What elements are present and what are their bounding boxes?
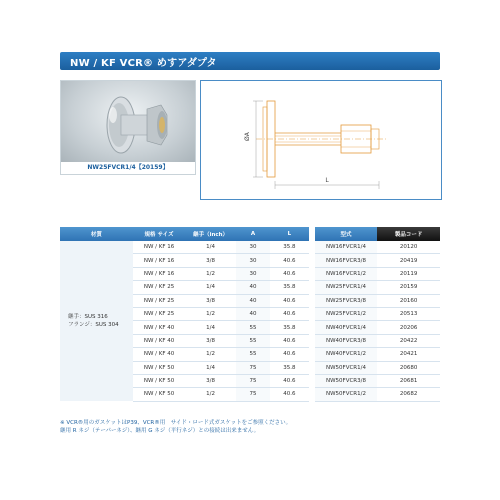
l-cell: 35.8 xyxy=(270,361,308,374)
model-cell: NW16FVCR1/4 xyxy=(315,241,378,254)
code-cell: 20681 xyxy=(377,374,440,387)
code-cell: 20419 xyxy=(377,254,440,267)
l-cell: 40.6 xyxy=(270,254,308,267)
l-cell: 35.8 xyxy=(270,281,308,294)
code-cell: 20421 xyxy=(377,348,440,361)
a-cell: 30 xyxy=(236,267,270,280)
size-cell: NW / KF 25 xyxy=(133,281,186,294)
size-cell: NW / KF 50 xyxy=(133,374,186,387)
header-material: 材質 xyxy=(60,227,133,241)
l-cell: 35.8 xyxy=(270,241,308,254)
material-line: 継手：SUS 316 xyxy=(68,314,108,321)
thread-cell: 1/2 xyxy=(185,348,236,361)
l-cell: 40.6 xyxy=(270,388,308,401)
l-cell: 40.6 xyxy=(270,348,308,361)
size-cell: NW / KF 16 xyxy=(133,267,186,280)
l-cell: 35.8 xyxy=(270,321,308,334)
spec-table xyxy=(60,227,440,402)
a-cell: 55 xyxy=(236,348,270,361)
model-cell: NW25FVCR1/4 xyxy=(315,281,378,294)
model-cell: NW50FVCR1/4 xyxy=(315,361,378,374)
code-cell: 20119 xyxy=(377,267,440,280)
code-cell: 20159 xyxy=(377,281,440,294)
a-cell: 40 xyxy=(236,307,270,320)
thread-cell: 1/4 xyxy=(185,361,236,374)
code-cell: 20422 xyxy=(377,334,440,347)
a-cell: 30 xyxy=(236,254,270,267)
model-cell: NW25FVCR1/2 xyxy=(315,307,378,320)
size-cell: NW / KF 16 xyxy=(133,241,186,254)
footnote-line: 継用 R ネジ（テーパーネジ）、継用 G ネジ（平行ネジ）との接続は出来ません。 xyxy=(60,428,260,434)
size-cell: NW / KF 50 xyxy=(133,361,186,374)
thread-cell: 1/4 xyxy=(185,321,236,334)
dimension-a-label: ØA xyxy=(244,132,251,141)
photo-caption: NW25FVCR1/4【20159】 xyxy=(60,162,196,175)
thread-cell: 1/4 xyxy=(185,241,236,254)
l-cell: 40.6 xyxy=(270,307,308,320)
material-cell xyxy=(60,241,133,401)
footnotes xyxy=(60,419,440,435)
thread-cell: 1/2 xyxy=(185,307,236,320)
code-cell: 20120 xyxy=(377,241,440,254)
title-bar xyxy=(60,52,440,70)
size-cell: NW / KF 16 xyxy=(133,254,186,267)
thread-cell: 1/4 xyxy=(185,281,236,294)
size-cell: NW / KF 40 xyxy=(133,321,186,334)
technical-drawing xyxy=(200,80,442,200)
header-model: 型式 xyxy=(315,227,378,241)
l-cell: 40.6 xyxy=(270,334,308,347)
adapter-drawing xyxy=(201,81,441,199)
size-cell: NW / KF 25 xyxy=(133,307,186,320)
a-cell: 75 xyxy=(236,361,270,374)
size-cell: NW / KF 25 xyxy=(133,294,186,307)
a-cell: 75 xyxy=(236,388,270,401)
a-cell: 55 xyxy=(236,334,270,347)
header-size: 規格 サイズ xyxy=(133,227,186,241)
code-cell: 20680 xyxy=(377,361,440,374)
page-title: NW / KF VCR® めすアダプタ xyxy=(70,57,217,69)
code-cell: 20513 xyxy=(377,307,440,320)
a-cell: 40 xyxy=(236,294,270,307)
model-cell: NW16FVCR1/2 xyxy=(315,267,378,280)
l-cell: 40.6 xyxy=(270,267,308,280)
material-line: フランジ：SUS 304 xyxy=(68,322,119,329)
table-body xyxy=(60,241,440,401)
model-cell: NW50FVCR1/2 xyxy=(315,388,378,401)
header-thread: 継手（inch） xyxy=(185,227,236,241)
thread-cell: 1/2 xyxy=(185,267,236,280)
footnote-line: ※ VCR®用のガスケットはP39、VCR®用 サイド・ロード式ガスケットをご参照ください。 xyxy=(60,420,292,426)
thread-cell: 3/8 xyxy=(185,254,236,267)
model-cell: NW40FVCR3/8 xyxy=(315,334,378,347)
thread-cell: 3/8 xyxy=(185,294,236,307)
dimension-l-label: L xyxy=(325,177,329,184)
model-cell: NW40FVCR1/2 xyxy=(315,348,378,361)
table-header-row xyxy=(60,227,440,241)
code-cell: 20682 xyxy=(377,388,440,401)
model-cell: NW50FVCR3/8 xyxy=(315,374,378,387)
a-cell: 40 xyxy=(236,281,270,294)
code-cell: 20160 xyxy=(377,294,440,307)
header-l: L xyxy=(270,227,308,241)
header-a: A xyxy=(236,227,270,241)
model-cell: NW40FVCR1/4 xyxy=(315,321,378,334)
a-cell: 75 xyxy=(236,374,270,387)
header-code: 製品コード xyxy=(377,227,440,241)
size-cell: NW / KF 50 xyxy=(133,388,186,401)
model-cell: NW16FVCR3/8 xyxy=(315,254,378,267)
a-cell: 55 xyxy=(236,321,270,334)
l-cell: 40.6 xyxy=(270,294,308,307)
product-photo xyxy=(60,80,196,164)
table-row xyxy=(60,241,440,254)
l-cell: 40.6 xyxy=(270,374,308,387)
model-cell: NW25FVCR3/8 xyxy=(315,294,378,307)
thread-cell: 3/8 xyxy=(185,374,236,387)
thread-cell: 3/8 xyxy=(185,334,236,347)
a-cell: 30 xyxy=(236,241,270,254)
adapter-photo-image xyxy=(61,81,195,163)
size-cell: NW / KF 40 xyxy=(133,334,186,347)
size-cell: NW / KF 40 xyxy=(133,348,186,361)
code-cell: 20206 xyxy=(377,321,440,334)
thread-cell: 1/2 xyxy=(185,388,236,401)
